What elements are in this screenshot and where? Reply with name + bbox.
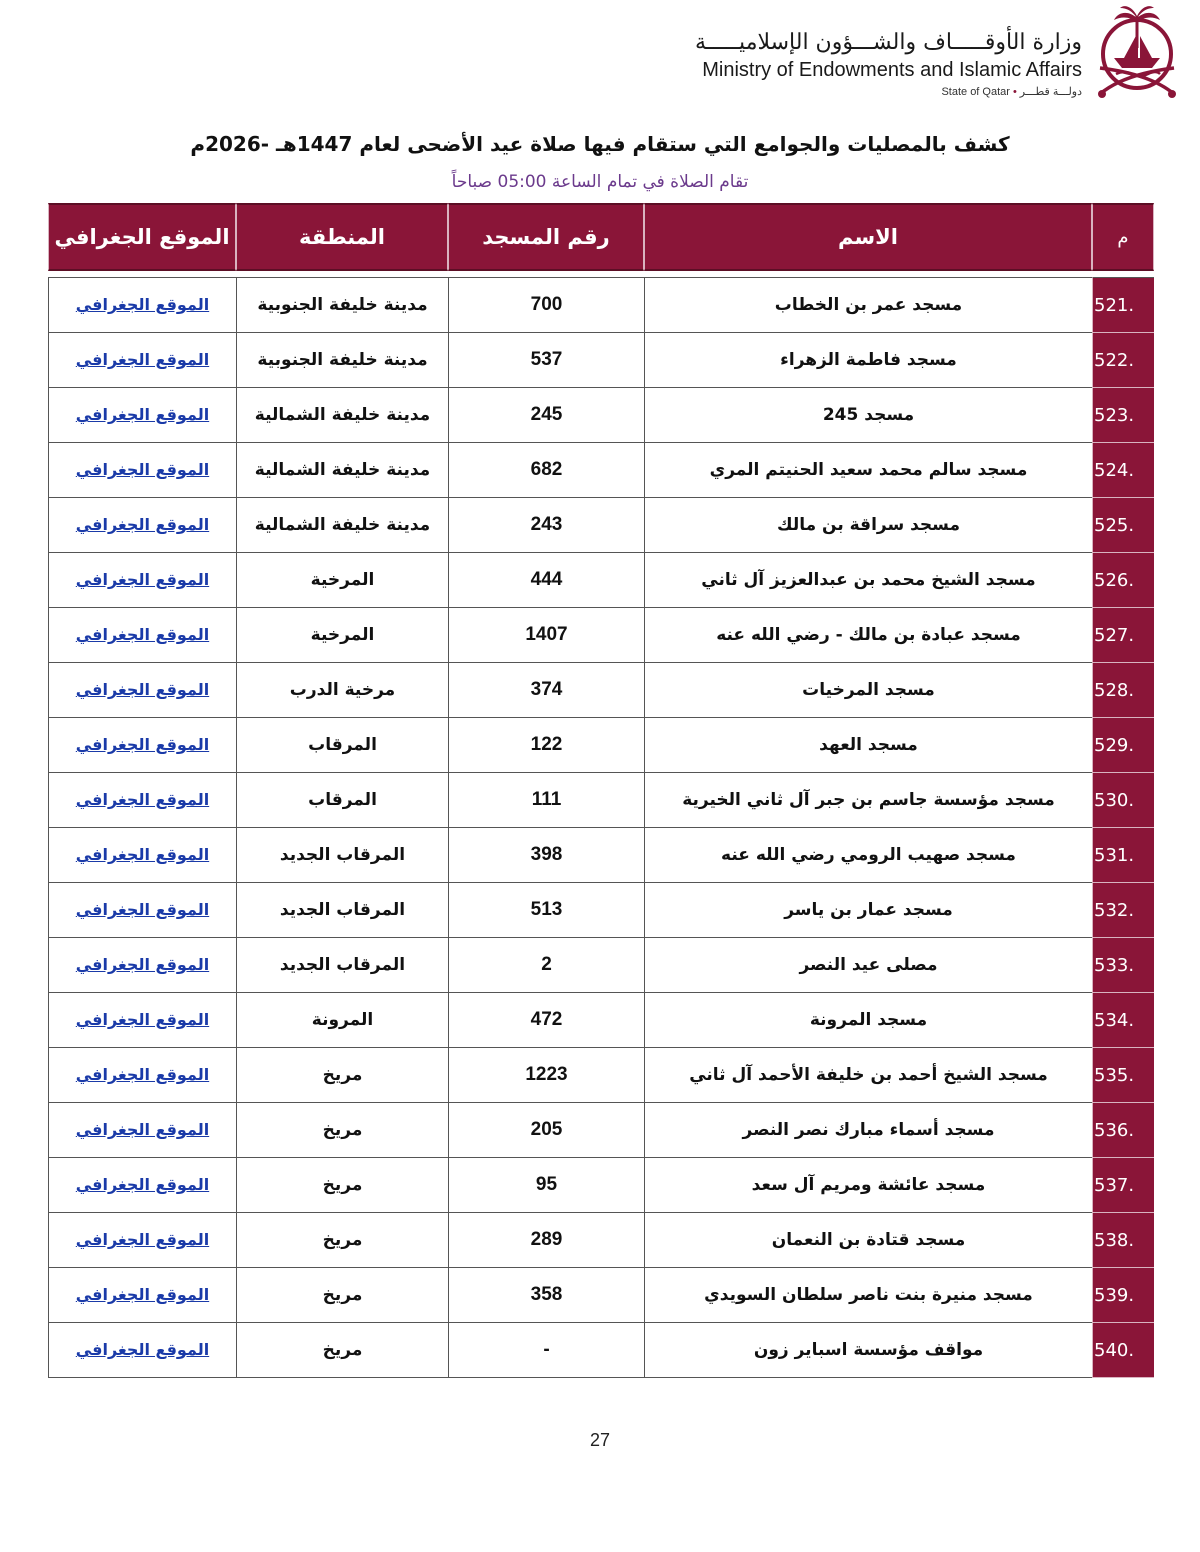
mosques-table-container	[48, 203, 1154, 1378]
location-cell	[48, 388, 236, 443]
geo-location-link[interactable]: الموقع الجغرافي	[75, 845, 210, 864]
header-num: م	[1092, 203, 1154, 271]
document-subtitle: تقام الصلاة في تمام الساعة 05:00 صباحاً	[451, 172, 749, 192]
geo-location-link[interactable]: الموقع الجغرافي	[75, 625, 210, 644]
mosque-name: مسجد عمر بن الخطاب	[644, 277, 1092, 333]
mosque-region: المرقاب الجديد	[236, 883, 448, 938]
mosque-name: مسجد المرخيات	[644, 663, 1092, 718]
mosque-number: 1407	[448, 608, 644, 663]
mosque-number: 245	[448, 388, 644, 443]
mosque-name: مصلى عيد النصر	[644, 938, 1092, 993]
header-mosque-no: رقم المسجد	[448, 203, 644, 271]
location-cell	[48, 277, 236, 333]
row-number: 537.	[1092, 1158, 1154, 1213]
row-number: 526.	[1092, 553, 1154, 608]
geo-location-link[interactable]: الموقع الجغرافي	[75, 1010, 210, 1029]
mosque-region: مرخية الدرب	[236, 663, 448, 718]
mosque-region: المرونة	[236, 993, 448, 1048]
mosque-number: 1223	[448, 1048, 644, 1103]
mosque-region: مريخ	[236, 1048, 448, 1103]
ministry-name-english: Ministry of Endowments and Islamic Affairs	[702, 59, 1082, 81]
geo-location-link[interactable]: الموقع الجغرافي	[75, 1285, 210, 1304]
location-cell	[48, 718, 236, 773]
mosque-name: مسجد الشيخ محمد بن عبدالعزيز آل ثاني	[644, 553, 1092, 608]
mosque-region: المرقاب الجديد	[236, 938, 448, 993]
mosque-region: مدينة خليفة الشمالية	[236, 388, 448, 443]
row-number: 524.	[1092, 443, 1154, 498]
state-label	[695, 84, 1082, 100]
row-number: 523.	[1092, 388, 1154, 443]
ministry-name-arabic: وزارة الأوقـــــاف والشـــؤون الإسلاميـــــة	[695, 30, 1082, 55]
table-row	[48, 1323, 1154, 1378]
geo-location-link[interactable]: الموقع الجغرافي	[75, 570, 210, 589]
table-row	[48, 938, 1154, 993]
geo-location-link[interactable]: الموقع الجغرافي	[75, 350, 210, 369]
mosque-region: مدينة خليفة الجنوبية	[236, 277, 448, 333]
mosque-number: 444	[448, 553, 644, 608]
mosque-name: مسجد سراقة بن مالك	[644, 498, 1092, 553]
mosque-region: مدينة خليفة الشمالية	[236, 498, 448, 553]
header-region: المنطقة	[236, 203, 448, 271]
geo-location-link[interactable]: الموقع الجغرافي	[75, 295, 210, 314]
location-cell	[48, 1103, 236, 1158]
mosque-name: مسجد 245	[644, 388, 1092, 443]
table-row	[48, 608, 1154, 663]
table-row	[48, 1268, 1154, 1323]
state-arabic: دولـــة قطـــر	[1019, 86, 1082, 98]
mosque-name: مسجد العهد	[644, 718, 1092, 773]
mosque-region: مريخ	[236, 1268, 448, 1323]
location-cell	[48, 938, 236, 993]
table-row	[48, 663, 1154, 718]
geo-location-link[interactable]: الموقع الجغرافي	[75, 405, 210, 424]
table-row	[48, 443, 1154, 498]
geo-location-link[interactable]: الموقع الجغرافي	[75, 735, 210, 754]
row-number: 527.	[1092, 608, 1154, 663]
table-row	[48, 993, 1154, 1048]
geo-location-link[interactable]: الموقع الجغرافي	[75, 460, 210, 479]
mosque-number: 122	[448, 718, 644, 773]
row-number: 531.	[1092, 828, 1154, 883]
mosque-number: 700	[448, 277, 644, 333]
table-header	[48, 203, 1154, 271]
separator-dot: •	[1012, 86, 1017, 98]
location-cell	[48, 663, 236, 718]
location-cell	[48, 608, 236, 663]
table-row	[48, 718, 1154, 773]
qatar-emblem-icon	[1094, 2, 1180, 102]
location-cell	[48, 1158, 236, 1213]
mosque-number: 95	[448, 1158, 644, 1213]
mosque-number: 2	[448, 938, 644, 993]
location-cell	[48, 883, 236, 938]
location-cell	[48, 1323, 236, 1378]
table-body	[48, 271, 1154, 1378]
table-row	[48, 277, 1154, 333]
mosque-number: 398	[448, 828, 644, 883]
geo-location-link[interactable]: الموقع الجغرافي	[75, 790, 210, 809]
mosque-name: مسجد صهيب الرومي رضي الله عنه	[644, 828, 1092, 883]
mosque-region: المرخية	[236, 553, 448, 608]
document-title: كشف بالمصليات والجوامع التي ستقام فيها صلاة عيد الأضحى لعام 1447هـ -2026م	[190, 132, 1010, 156]
mosque-region: المرقاب الجديد	[236, 828, 448, 883]
mosque-region: المرقاب	[236, 773, 448, 828]
mosque-name: مسجد المرونة	[644, 993, 1092, 1048]
mosque-region: المرخية	[236, 608, 448, 663]
mosque-number: 111	[448, 773, 644, 828]
mosque-number: 537	[448, 333, 644, 388]
mosque-number: 358	[448, 1268, 644, 1323]
row-number: 532.	[1092, 883, 1154, 938]
ministry-brand	[620, 0, 1180, 110]
mosque-name: مسجد منيرة بنت ناصر سلطان السويدي	[644, 1268, 1092, 1323]
table-row	[48, 333, 1154, 388]
state-english: State of Qatar	[941, 86, 1010, 98]
geo-location-link[interactable]: الموقع الجغرافي	[75, 1175, 210, 1194]
mosque-region: مريخ	[236, 1158, 448, 1213]
table-row	[48, 388, 1154, 443]
row-number: 536.	[1092, 1103, 1154, 1158]
mosques-table	[48, 203, 1154, 1378]
mosque-region: المرقاب	[236, 718, 448, 773]
geo-location-link[interactable]: الموقع الجغرافي	[75, 680, 210, 699]
table-row	[48, 1103, 1154, 1158]
mosque-name: مسجد الشيخ أحمد بن خليفة الأحمد آل ثاني	[644, 1048, 1092, 1103]
row-number: 530.	[1092, 773, 1154, 828]
mosque-name: مسجد عائشة ومريم آل سعد	[644, 1158, 1092, 1213]
row-number: 528.	[1092, 663, 1154, 718]
mosque-name: مسجد قتادة بن النعمان	[644, 1213, 1092, 1268]
mosque-region: مريخ	[236, 1323, 448, 1378]
mosque-name: مسجد سالم محمد سعيد الحنيتم المري	[644, 443, 1092, 498]
mosque-number: 513	[448, 883, 644, 938]
location-cell	[48, 553, 236, 608]
location-cell	[48, 1213, 236, 1268]
row-number: 538.	[1092, 1213, 1154, 1268]
mosque-region: مدينة خليفة الجنوبية	[236, 333, 448, 388]
header-location: الموقع الجغرافي	[48, 203, 236, 271]
location-cell	[48, 333, 236, 388]
mosque-number: 205	[448, 1103, 644, 1158]
location-cell	[48, 828, 236, 883]
mosque-number: -	[448, 1323, 644, 1378]
table-row	[48, 1048, 1154, 1103]
geo-location-link[interactable]: الموقع الجغرافي	[75, 1120, 210, 1139]
mosque-number: 374	[448, 663, 644, 718]
location-cell	[48, 1048, 236, 1103]
mosque-number: 472	[448, 993, 644, 1048]
mosque-name: مسجد عبادة بن مالك - رضي الله عنه	[644, 608, 1092, 663]
mosque-name: مسجد عمار بن ياسر	[644, 883, 1092, 938]
row-number: 525.	[1092, 498, 1154, 553]
table-row	[48, 773, 1154, 828]
row-number: 534.	[1092, 993, 1154, 1048]
mosque-number: 243	[448, 498, 644, 553]
geo-location-link[interactable]: الموقع الجغرافي	[75, 1340, 210, 1359]
table-row	[48, 1158, 1154, 1213]
row-number: 521.	[1092, 277, 1154, 333]
geo-location-link[interactable]: الموقع الجغرافي	[75, 1230, 210, 1249]
row-number: 539.	[1092, 1268, 1154, 1323]
mosque-region: مريخ	[236, 1103, 448, 1158]
header-name: الاسم	[644, 203, 1092, 271]
mosque-number: 682	[448, 443, 644, 498]
location-cell	[48, 773, 236, 828]
row-number: 529.	[1092, 718, 1154, 773]
table-row	[48, 883, 1154, 938]
location-cell	[48, 1268, 236, 1323]
row-number: 540.	[1092, 1323, 1154, 1378]
geo-location-link[interactable]: الموقع الجغرافي	[75, 515, 210, 534]
mosque-region: مدينة خليفة الشمالية	[236, 443, 448, 498]
table-row	[48, 1213, 1154, 1268]
table-row	[48, 498, 1154, 553]
geo-location-link[interactable]: الموقع الجغرافي	[75, 900, 210, 919]
mosque-name: مواقف مؤسسة اسباير زون	[644, 1323, 1092, 1378]
row-number: 522.	[1092, 333, 1154, 388]
mosque-number: 289	[448, 1213, 644, 1268]
table-header-row	[48, 203, 1154, 271]
location-cell	[48, 498, 236, 553]
row-number: 533.	[1092, 938, 1154, 993]
mosque-name: مسجد أسماء مبارك نصر النصر	[644, 1103, 1092, 1158]
mosque-name: مسجد فاطمة الزهراء	[644, 333, 1092, 388]
page-number: 27	[589, 1430, 611, 1450]
geo-location-link[interactable]: الموقع الجغرافي	[75, 955, 210, 974]
mosque-region: مريخ	[236, 1213, 448, 1268]
location-cell	[48, 993, 236, 1048]
mosque-name: مسجد مؤسسة جاسم بن جبر آل ثاني الخيرية	[644, 773, 1092, 828]
geo-location-link[interactable]: الموقع الجغرافي	[75, 1065, 210, 1084]
location-cell	[48, 443, 236, 498]
row-number: 535.	[1092, 1048, 1154, 1103]
table-row	[48, 553, 1154, 608]
table-row	[48, 828, 1154, 883]
brand-text	[695, 30, 1082, 100]
